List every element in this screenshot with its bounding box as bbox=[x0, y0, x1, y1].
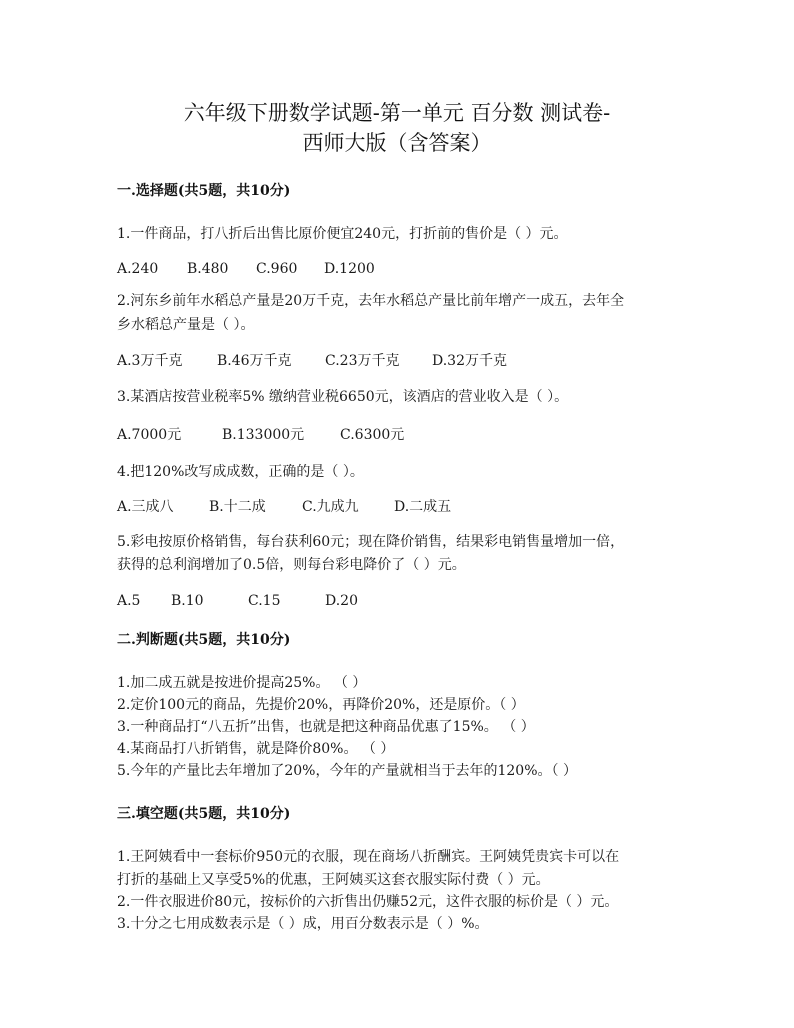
choice-question-2-line2: 乡水稻总产量是（ ）。 bbox=[117, 317, 255, 333]
option-c: C.23万千克 bbox=[325, 353, 400, 369]
fill-question-1-line2: 打折的基础上又享受5%的优惠，王阿姨买这套衣服实际付费（ ）元。 bbox=[117, 872, 550, 888]
option-b: B.46万千克 bbox=[217, 353, 292, 369]
option-c: C.6300元 bbox=[340, 427, 405, 443]
option-d: D.32万千克 bbox=[432, 353, 507, 369]
option-a: A.240 bbox=[117, 261, 159, 277]
choice-question-4-options bbox=[117, 497, 451, 517]
fill-question-3: 3.十分之七用成数表示是（ ）成，用百分数表示是（ ）%。 bbox=[117, 916, 489, 932]
choice-question-1-options bbox=[117, 259, 375, 279]
section-heading-judgement: 二.判断题(共5题，共10分) bbox=[117, 632, 291, 648]
option-c: C.15 bbox=[248, 593, 281, 609]
choice-question-5-line1: 5.彩电按原价格销售，每台获利60元；现在降价销售，结果彩电销售量增加一倍， bbox=[117, 534, 625, 550]
option-c: C.960 bbox=[256, 261, 298, 277]
judgement-item-5: 5.今年的产量比去年增加了20%，今年的产量就相当于去年的120%。（ ） bbox=[117, 763, 577, 779]
fill-question-1-line1: 1.王阿姨看中一套标价950元的衣服，现在商场八折酬宾。王阿姨凭贵宾卡可以在 bbox=[117, 849, 620, 865]
option-a: A.7000元 bbox=[117, 427, 182, 443]
fill-question-2: 2.一件衣服进价80元，按标价的六折售出仍赚52元，这件衣服的标价是（ ）元。 bbox=[117, 894, 619, 910]
option-a: A.三成八 bbox=[117, 499, 174, 515]
option-d: D.20 bbox=[325, 593, 358, 609]
judgement-item-4: 4.某商品打八折销售，就是降价80%。 （ ） bbox=[117, 741, 395, 757]
option-d: D.1200 bbox=[324, 261, 375, 277]
page-title-line1: 六年级下册数学试题-第一单元 百分数 测试卷- bbox=[183, 101, 611, 125]
option-b: B.十二成 bbox=[209, 499, 266, 515]
option-b: B.133000元 bbox=[222, 427, 305, 443]
option-b: B.480 bbox=[187, 261, 229, 277]
judgement-item-2: 2.定价100元的商品，先提价20%，再降价20%，还是原价。（ ） bbox=[117, 697, 525, 713]
page-title-line2: 西师大版（含答案） bbox=[302, 131, 492, 155]
choice-question-1: 1.一件商品，打八折后出售比原价便宜240元，打折前的售价是（ ）元。 bbox=[117, 226, 568, 242]
option-a: A.3万千克 bbox=[117, 353, 183, 369]
choice-question-5-line2: 获得的总利润增加了0.5倍，则每台彩电降价了（ ）元。 bbox=[117, 557, 466, 573]
choice-question-5-options bbox=[117, 591, 358, 611]
option-b: B.10 bbox=[171, 593, 204, 609]
judgement-item-3: 3.一种商品打“八五折”出售，也就是把这种商品优惠了15%。 （ ） bbox=[117, 719, 535, 735]
option-a: A.5 bbox=[117, 593, 141, 609]
choice-question-3: 3.某酒店按营业税率5% 缴纳营业税6650元，该酒店的营业收入是（ ）。 bbox=[117, 389, 569, 405]
choice-question-3-options bbox=[117, 425, 404, 445]
choice-question-4: 4.把120%改写成成数，正确的是（ ）。 bbox=[117, 464, 364, 480]
choice-question-2-line1: 2.河东乡前年水稻总产量是20万千克，去年水稻总产量比前年增产一成五，去年全 bbox=[117, 293, 625, 309]
choice-question-2-options bbox=[117, 351, 507, 371]
judgement-item-1: 1.加二成五就是按进价提高25%。 （ ） bbox=[117, 675, 367, 691]
option-c: C.九成九 bbox=[302, 499, 359, 515]
section-heading-choice: 一.选择题(共5题，共10分) bbox=[117, 183, 291, 199]
section-heading-fill: 三.填空题(共5题，共10分) bbox=[117, 806, 291, 822]
option-d: D.二成五 bbox=[394, 499, 452, 515]
